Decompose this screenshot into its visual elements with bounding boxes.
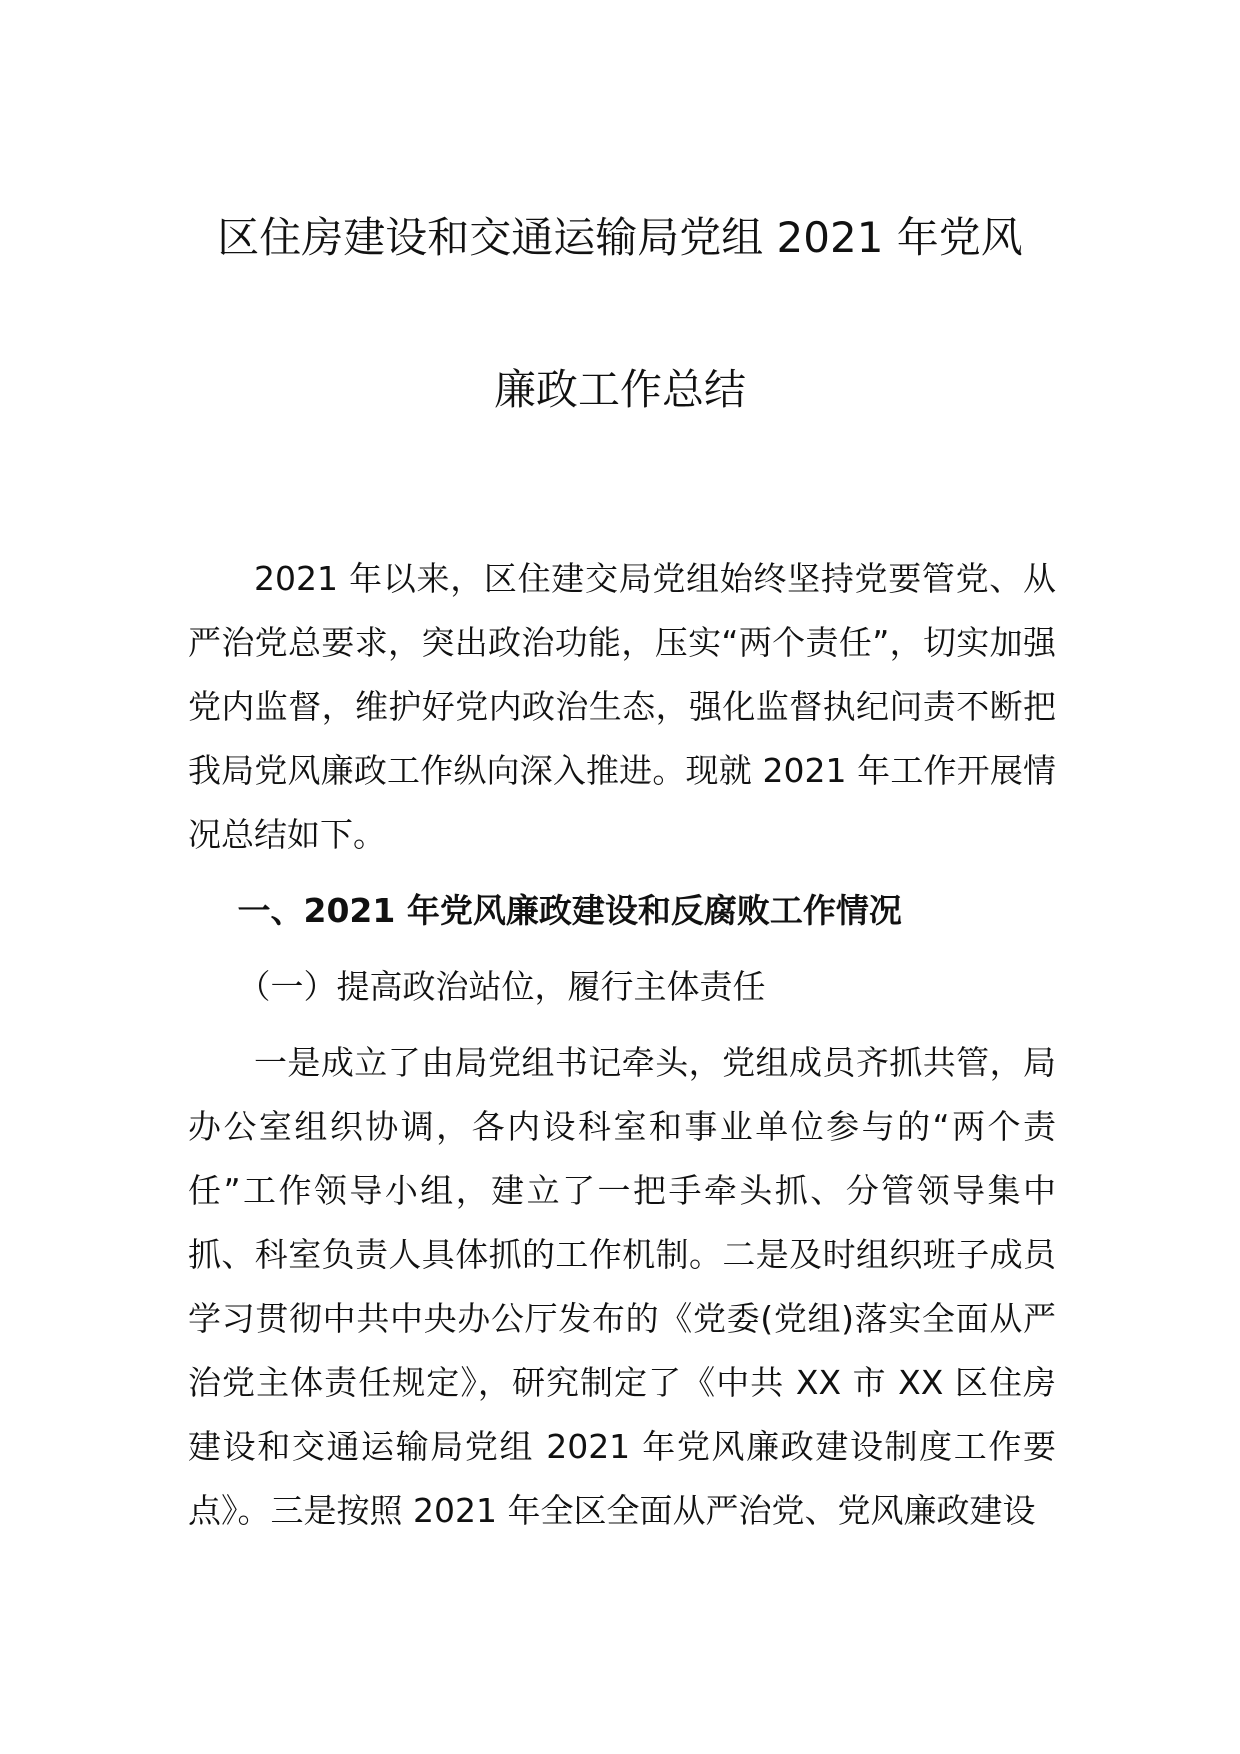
subsection-1-paragraph: 一是成立了由局党组书记牵头，党组成员齐抓共管，局办公室组织协调，各内设科室和事业单位参与的“两个责任”工作领导小组，建立了一把手牵头抓、分管领导集中抓、科室负责人具体抓的工作机制。二是及时组织班子成员学习贯彻中共中央办公厅发布的《党委(党组)落实全面从严治党主体责任规定》，研究制定了《中共 XX 市 XX 区住房建设和交通运输局党组 2021 年党风廉政建设制度工作要点》。三是按照 2021 年全区全面从严治党、党风廉政建设 <box>188 1043 1056 1530</box>
subsection-1-heading: （一）提高政治站位，履行主体责任 <box>237 967 766 1006</box>
document-body <box>188 547 1056 1543</box>
document-title-line-2: 廉政工作总结 <box>493 365 746 414</box>
document-title-line-1: 区住房建设和交通运输局党组 2021 年党风 <box>217 213 1023 262</box>
section-1-heading: 一、2021 年党风廉政建设和反腐败工作情况 <box>237 891 902 930</box>
intro-paragraph: 2021 年以来，区住建交局党组始终坚持党要管党、从严治党总要求，突出政治功能，压实“两个责任”，切实加强党内监督，维护好党内政治生态，强化监督执纪问责不断把我局党风廉政工作纵向深入推进。现就 2021 年工作开展情况总结如下。 <box>188 559 1056 854</box>
